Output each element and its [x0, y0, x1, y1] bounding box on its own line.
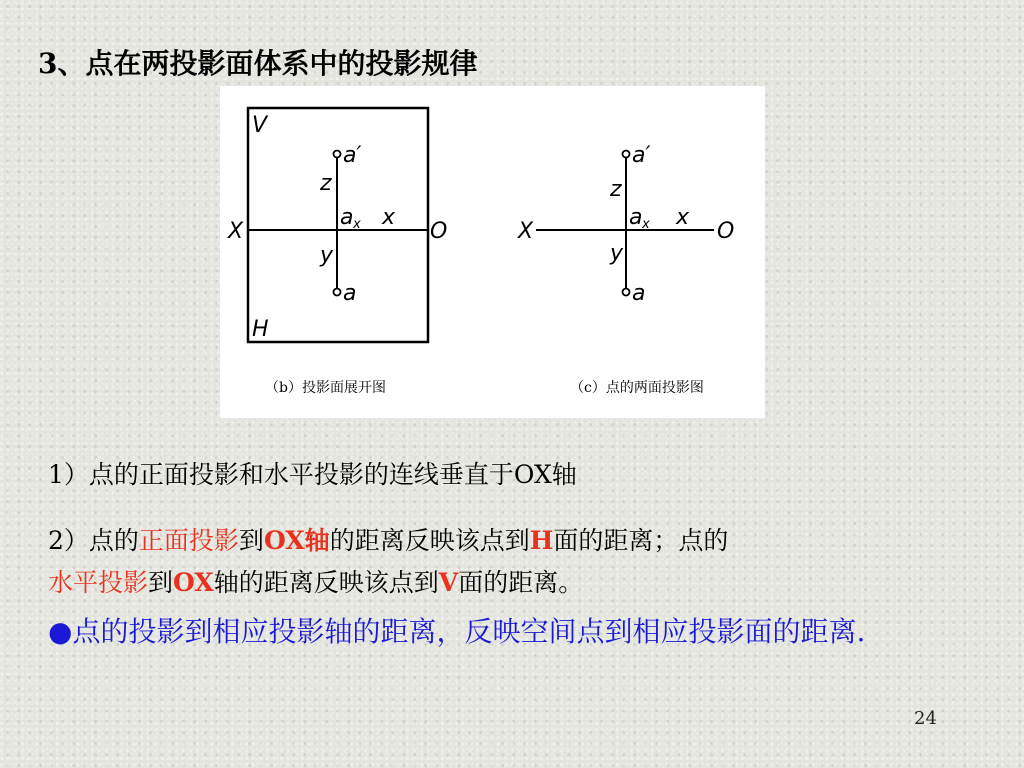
bullet-text: 点的投影到相应投影轴的距离，反映空间点到相应投影面的距离. [72, 615, 866, 648]
rule-2 [48, 520, 728, 604]
figure-b-diagram [227, 108, 447, 396]
projection-figure [220, 86, 765, 418]
slide-title: 3、点在两投影面体系中的投影规律 [38, 47, 478, 80]
page-number: 24 [914, 708, 937, 729]
label-ax: a [629, 205, 643, 230]
label-y: y [320, 243, 334, 268]
point-a [334, 289, 341, 296]
label-a: a [343, 281, 357, 306]
caption-c: （c）点的两面投影图 [570, 380, 704, 396]
point-a-prime [623, 151, 630, 158]
label-a: a [632, 281, 646, 306]
bullet-summary [48, 604, 958, 660]
rule-2-text-3: 面的距离；点的 [553, 526, 729, 555]
bullet-dot-icon: ● [48, 615, 73, 648]
label-x-axis: x [676, 205, 690, 230]
rule-2-text-2: 的距离反映该点到 [329, 526, 530, 555]
rule-2-text-1: 到 [238, 526, 264, 555]
rule-2-ox-axis: OX轴 [263, 526, 330, 555]
label-y: y [610, 241, 624, 266]
caption-b: （b）投影面展开图 [265, 380, 386, 396]
label-x-end: X [518, 219, 534, 244]
rule-2-horizontal-projection: 水平投影 [48, 568, 149, 597]
rule-2-text-5: 轴的距离反映该点到 [213, 568, 439, 597]
label-h-plane: H [252, 317, 269, 342]
label-z: z [320, 171, 332, 196]
figure-c-diagram [517, 143, 734, 396]
label-a-prime: a′ [632, 143, 651, 168]
label-x-end: X [228, 219, 244, 244]
label-x-axis: x [382, 205, 396, 230]
label-ax-subscript: x [642, 217, 650, 232]
label-o-origin: O [430, 219, 448, 244]
point-a [623, 289, 630, 296]
label-ax-subscript: x [353, 217, 361, 232]
rule-2-text-4: 到 [148, 568, 174, 597]
projection-diagram-svg [220, 86, 765, 418]
label-ax: a [340, 205, 354, 230]
rule-1: 1）点的正面投影和水平投影的连线垂直于OX轴 [48, 460, 577, 489]
rule-2-v-plane: V [438, 568, 459, 597]
rule-2-front-projection: 正面投影 [138, 526, 239, 555]
label-a-prime: a′ [343, 143, 362, 168]
rule-2-h-plane: H [529, 526, 554, 555]
label-v-plane: V [252, 113, 268, 138]
label-o-origin: O [717, 219, 735, 244]
rule-2-prefix: 2）点的 [48, 526, 139, 555]
rule-2-ox: OX [173, 568, 214, 597]
point-a-prime [334, 151, 341, 158]
rule-2-text-6: 面的距离。 [458, 568, 584, 597]
label-z: z [610, 177, 622, 202]
